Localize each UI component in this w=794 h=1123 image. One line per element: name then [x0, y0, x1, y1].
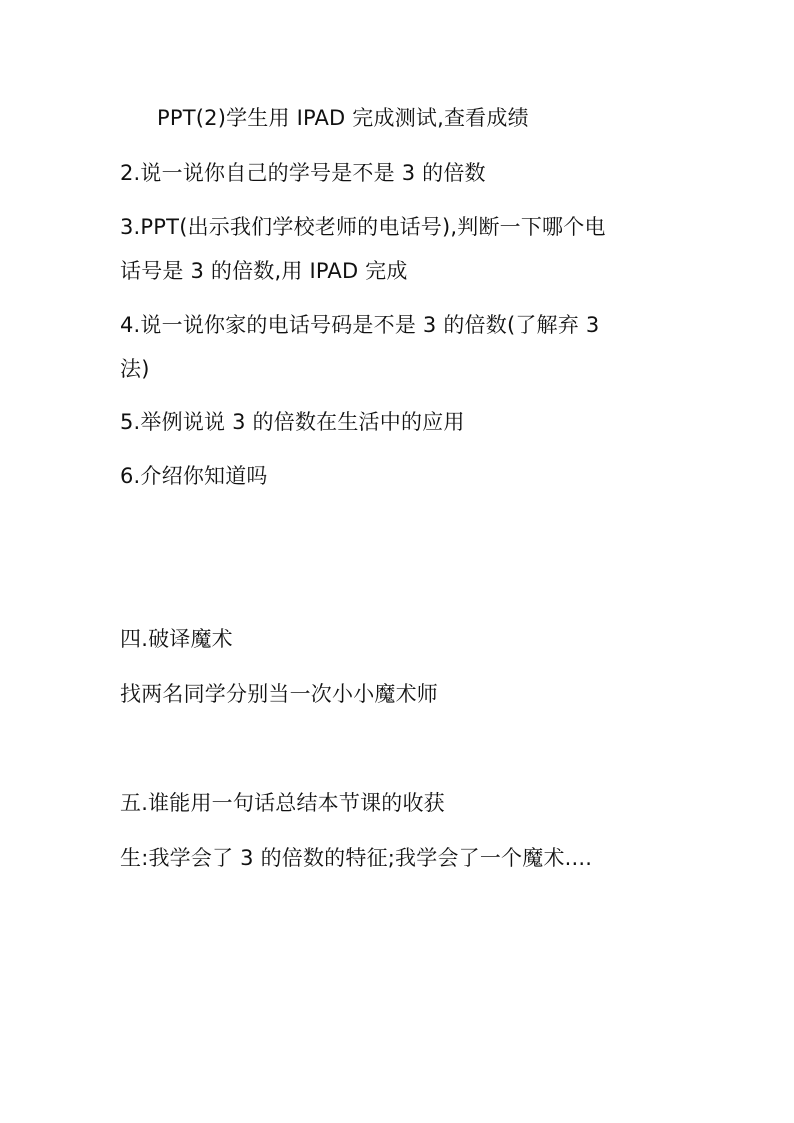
text-line-item-3-cont: 话号是 3 的倍数,用 IPAD 完成: [120, 259, 408, 283]
text-line-item-5: 5.举例说说 3 的倍数在生活中的应用: [120, 410, 465, 434]
text-line-item-6: 6.介绍你知道吗: [120, 464, 268, 488]
text-line-student-answer: 生:我学会了 3 的倍数的特征;我学会了一个魔术....: [120, 846, 593, 870]
text-line-item-2: 2.说一说你自己的学号是不是 3 的倍数: [120, 161, 486, 185]
text-line-item-3: 3.PPT(出示我们学校老师的电话号),判断一下哪个电: [120, 215, 606, 239]
section-heading-5: 五.谁能用一句话总结本节课的收获: [120, 791, 445, 815]
text-line-item-4-cont: 法): [120, 357, 150, 381]
text-line-item-4: 4.说一说你家的电话号码是不是 3 的倍数(了解弃 3: [120, 313, 600, 337]
section-heading-4: 四.破译魔术: [120, 627, 233, 651]
text-line-magicians: 找两名同学分别当一次小小魔术师: [120, 682, 438, 706]
text-line-test-ipad: PPT(2)学生用 IPAD 完成测试,查看成绩: [157, 106, 529, 130]
